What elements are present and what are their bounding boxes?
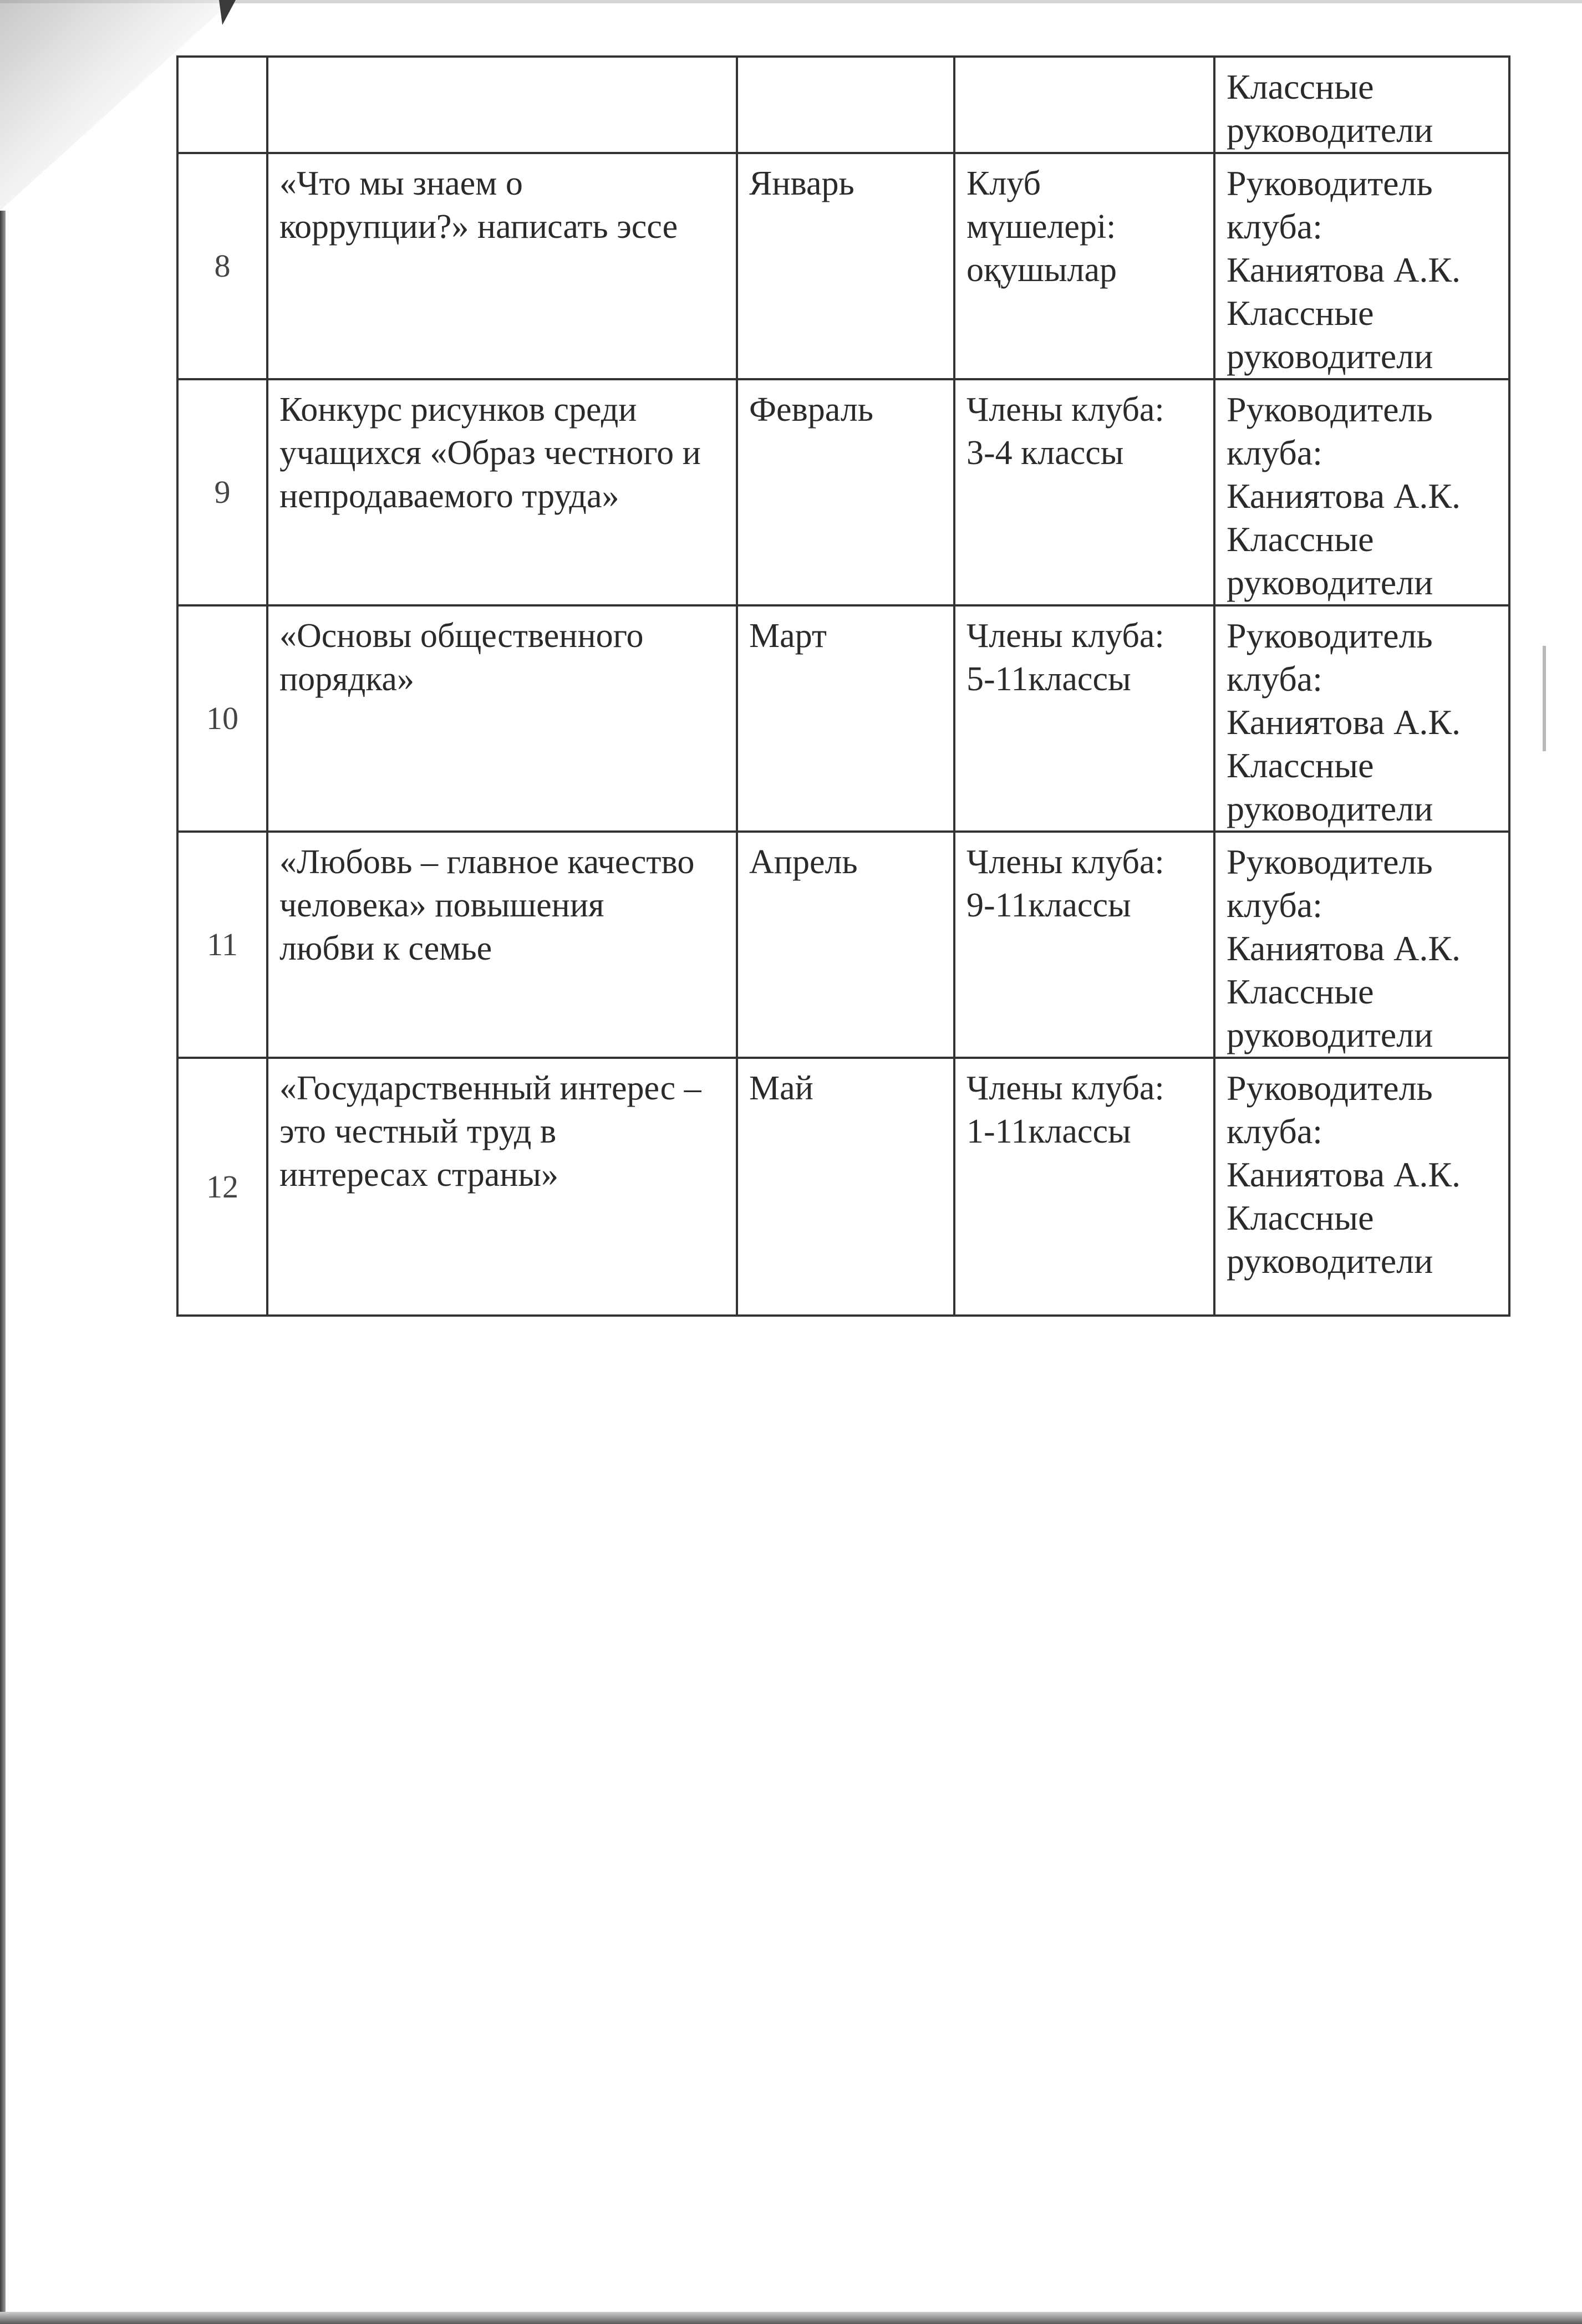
table-row-continuation xyxy=(177,57,1509,153)
participants-line: Члены клуба: xyxy=(967,617,1164,655)
responsible-line: Каниятова А.К. xyxy=(1227,929,1461,968)
responsible-cell xyxy=(1214,605,1509,832)
responsible-line: Классные xyxy=(1227,746,1374,785)
event-cell xyxy=(267,605,737,832)
participants-cell xyxy=(954,605,1214,832)
responsible-line: Каниятова А.К. xyxy=(1227,476,1461,516)
responsible-line: руководители xyxy=(1227,563,1433,602)
responsible-line: руководители xyxy=(1227,110,1433,150)
event-line: интересах страны» xyxy=(279,1156,559,1194)
responsible-line: Классные xyxy=(1227,972,1374,1011)
num-cell xyxy=(177,57,267,153)
event-line: коррупции?» написать эссе xyxy=(279,208,678,246)
responsible-line: клуба: xyxy=(1227,659,1322,699)
participants-line: 1-11классы xyxy=(967,1113,1131,1150)
date-cell xyxy=(737,153,954,379)
responsible-line: Руководитель xyxy=(1227,616,1433,655)
responsible-line: Руководитель xyxy=(1227,390,1433,429)
scan-left-edge xyxy=(0,211,6,2324)
responsible-line: руководители xyxy=(1227,1241,1433,1281)
responsible-line: клуба: xyxy=(1227,1112,1322,1151)
responsible-cell xyxy=(1214,57,1509,153)
row-number: 9 xyxy=(177,379,267,605)
responsible-line: Руководитель xyxy=(1227,1068,1433,1108)
event-line: человека» повышения xyxy=(279,886,604,924)
date-cell xyxy=(737,605,954,832)
row-number: 12 xyxy=(177,1058,267,1316)
participants-line: 5-11классы xyxy=(967,660,1131,698)
event-line: Конкурс рисунков среди xyxy=(279,391,637,429)
responsible-line: клуба: xyxy=(1227,433,1322,472)
participants-cell xyxy=(954,153,1214,379)
responsible-cell xyxy=(1214,379,1509,605)
table-row xyxy=(177,379,1509,605)
table-row xyxy=(177,832,1509,1058)
event-line: непродаваемого труда» xyxy=(279,477,619,515)
responsible-line: Руководитель xyxy=(1227,164,1433,203)
date-text: Май xyxy=(749,1069,813,1107)
participants-line: Члены клуба: xyxy=(967,391,1164,429)
responsible-line: клуба: xyxy=(1227,885,1322,925)
participants-line: оқушылар xyxy=(967,251,1117,289)
row-number: 8 xyxy=(177,153,267,379)
table-row xyxy=(177,605,1509,832)
event-line: «Что мы знаем о xyxy=(279,165,523,202)
event-line: «Основы общественного xyxy=(279,617,644,655)
event-cell xyxy=(267,153,737,379)
responsible-line: Классные xyxy=(1227,67,1374,106)
responsible-line: руководители xyxy=(1227,1015,1433,1054)
participants-line: Клуб xyxy=(967,165,1041,202)
participants-line: 9-11классы xyxy=(967,886,1131,924)
responsible-line: руководители xyxy=(1227,337,1433,376)
participants-line: мүшелері: xyxy=(967,208,1116,246)
date-cell xyxy=(737,57,954,153)
event-cell xyxy=(267,57,737,153)
participants-cell xyxy=(954,832,1214,1058)
event-cell xyxy=(267,379,737,605)
date-cell xyxy=(737,832,954,1058)
responsible-line: Классные xyxy=(1227,1198,1374,1237)
table-row xyxy=(177,153,1509,379)
date-text: Апрель xyxy=(749,843,858,881)
corner-mark xyxy=(219,0,236,25)
responsible-cell xyxy=(1214,153,1509,379)
event-line: «Государственный интерес – xyxy=(279,1069,701,1107)
scan-mark xyxy=(1543,646,1546,751)
event-cell xyxy=(267,1058,737,1316)
responsible-line: руководители xyxy=(1227,789,1433,828)
scan-bottom-edge xyxy=(0,2312,1582,2324)
responsible-line: Каниятова А.К. xyxy=(1227,702,1461,742)
date-text: Февраль xyxy=(749,391,874,429)
participants-line: Члены клуба: xyxy=(967,843,1164,881)
responsible-line: Классные xyxy=(1227,519,1374,559)
responsible-cell xyxy=(1214,832,1509,1058)
participants-cell xyxy=(954,1058,1214,1316)
participants-cell xyxy=(954,57,1214,153)
responsible-line: Каниятова А.К. xyxy=(1227,250,1461,289)
event-plan-table xyxy=(176,55,1510,1317)
event-line: это честный труд в xyxy=(279,1113,557,1150)
event-cell xyxy=(267,832,737,1058)
responsible-line: клуба: xyxy=(1227,207,1322,246)
event-line: «Любовь – главное качество xyxy=(279,843,695,881)
participants-line: Члены клуба: xyxy=(967,1069,1164,1107)
event-line: учащихся «Образ честного и xyxy=(279,434,701,472)
date-cell xyxy=(737,379,954,605)
responsible-line: Руководитель xyxy=(1227,842,1433,881)
table-row xyxy=(177,1058,1509,1316)
responsible-cell xyxy=(1214,1058,1509,1316)
participants-cell xyxy=(954,379,1214,605)
event-line: порядка» xyxy=(279,660,414,698)
date-text: Март xyxy=(749,617,827,655)
responsible-line: Каниятова А.К. xyxy=(1227,1155,1461,1194)
date-text: Январь xyxy=(749,165,854,202)
row-number: 10 xyxy=(177,605,267,832)
date-cell xyxy=(737,1058,954,1316)
scan-top-edge xyxy=(0,0,1582,3)
row-number: 11 xyxy=(177,832,267,1058)
participants-line: 3-4 классы xyxy=(967,434,1124,472)
event-line: любви к семье xyxy=(279,930,492,967)
responsible-line: Классные xyxy=(1227,293,1374,333)
